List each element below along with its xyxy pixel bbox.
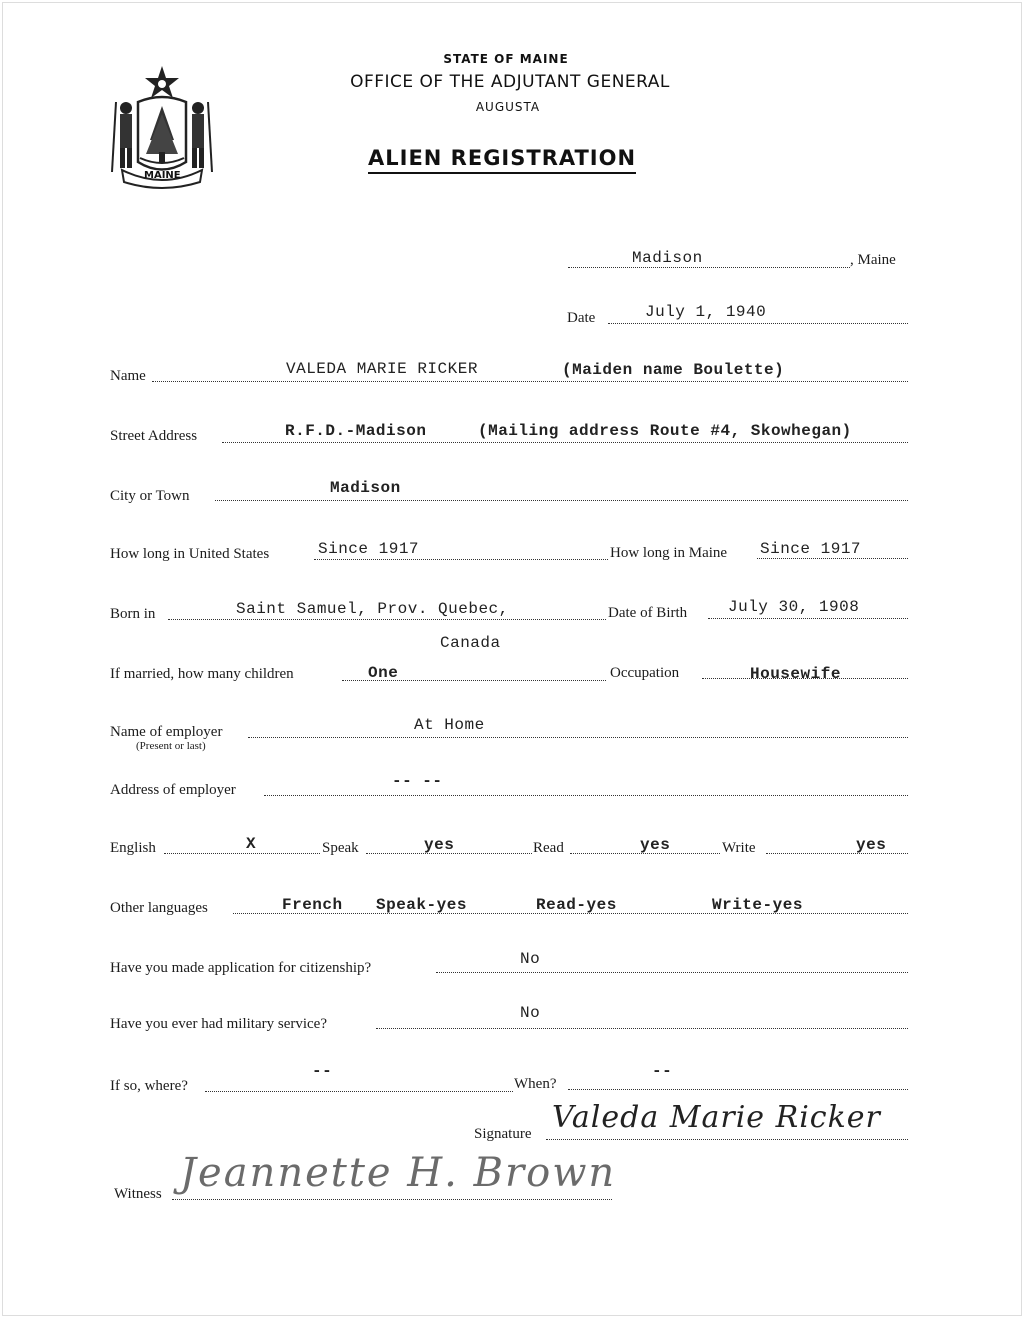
header-city: AUGUSTA [475,100,541,114]
city-value: Madison [330,479,401,497]
date-label: Date [567,310,596,326]
dob-label: Date of Birth [608,605,688,621]
other-speak-value: Speak-yes [376,896,467,914]
born-label: Born in [110,606,156,622]
english-read-value: yes [640,836,671,854]
occupation-value: Housewife [750,665,841,683]
english-write-label: Write [722,840,756,856]
dob-value: July 30, 1908 [728,598,860,616]
other-language-value: French [282,896,343,914]
employer-value: At Home [414,716,485,734]
citizenship-label: Have you made application for citizenship? [110,960,372,976]
when-value: -- [652,1062,673,1080]
english-write-value: yes [856,836,887,854]
witness-value: Jeannette H. Brown [180,1150,617,1196]
citizenship-value: No [520,950,541,968]
signature-label: Signature [474,1126,532,1142]
born-value: Saint Samuel, Prov. Quebec, [236,600,509,618]
other-write-value: Write-yes [712,896,803,914]
us-value: Since 1917 [318,540,420,558]
name-note: (Maiden name Boulette) [562,361,785,379]
maine-value: Since 1917 [760,540,862,558]
english-value: X [246,835,257,853]
military-label: Have you ever had military service? [110,1016,327,1032]
born-value-2: Canada [440,634,501,652]
employer-address-value: -- -- [392,772,443,790]
street-value: R.F.D.-Madison [285,422,427,440]
header-state: STATE OF MAINE [443,52,569,66]
form-title: ALIEN REGISTRATION [368,146,636,174]
header-office: OFFICE OF THE ADJUTANT GENERAL [350,72,670,92]
witness-label: Witness [114,1186,162,1202]
maine-label: How long in Maine [610,545,728,561]
employer-address-label: Address of employer [110,782,236,798]
city-label: City or Town [110,488,190,504]
place-suffix: , Maine [850,252,896,268]
military-value: No [520,1004,541,1022]
street-label: Street Address [110,428,198,444]
employer-sublabel: (Present or last) [136,740,206,752]
when-label: When? [514,1076,557,1092]
children-value: One [368,664,399,682]
seal-banner-text: MAINE [144,170,181,181]
english-speak-label: Speak [322,840,359,856]
english-label: English [110,840,156,856]
occupation-label: Occupation [610,665,680,681]
other-read-value: Read-yes [536,896,617,914]
where-value: -- [312,1062,333,1080]
employer-label: Name of employer [110,724,223,740]
english-speak-value: yes [424,836,455,854]
name-label: Name [110,368,146,384]
signature-value: Valeda Marie Ricker [552,1100,881,1135]
us-label: How long in United States [110,546,270,562]
name-value: VALEDA MARIE RICKER [286,360,478,378]
children-label: If married, how many children [110,666,294,682]
place-value: Madison [632,249,703,267]
where-label: If so, where? [110,1078,188,1094]
street-note: (Mailing address Route #4, Skowhegan) [478,422,852,440]
date-value: July 1, 1940 [645,303,767,321]
english-read-label: Read [533,840,564,856]
other-languages-label: Other languages [110,900,208,916]
